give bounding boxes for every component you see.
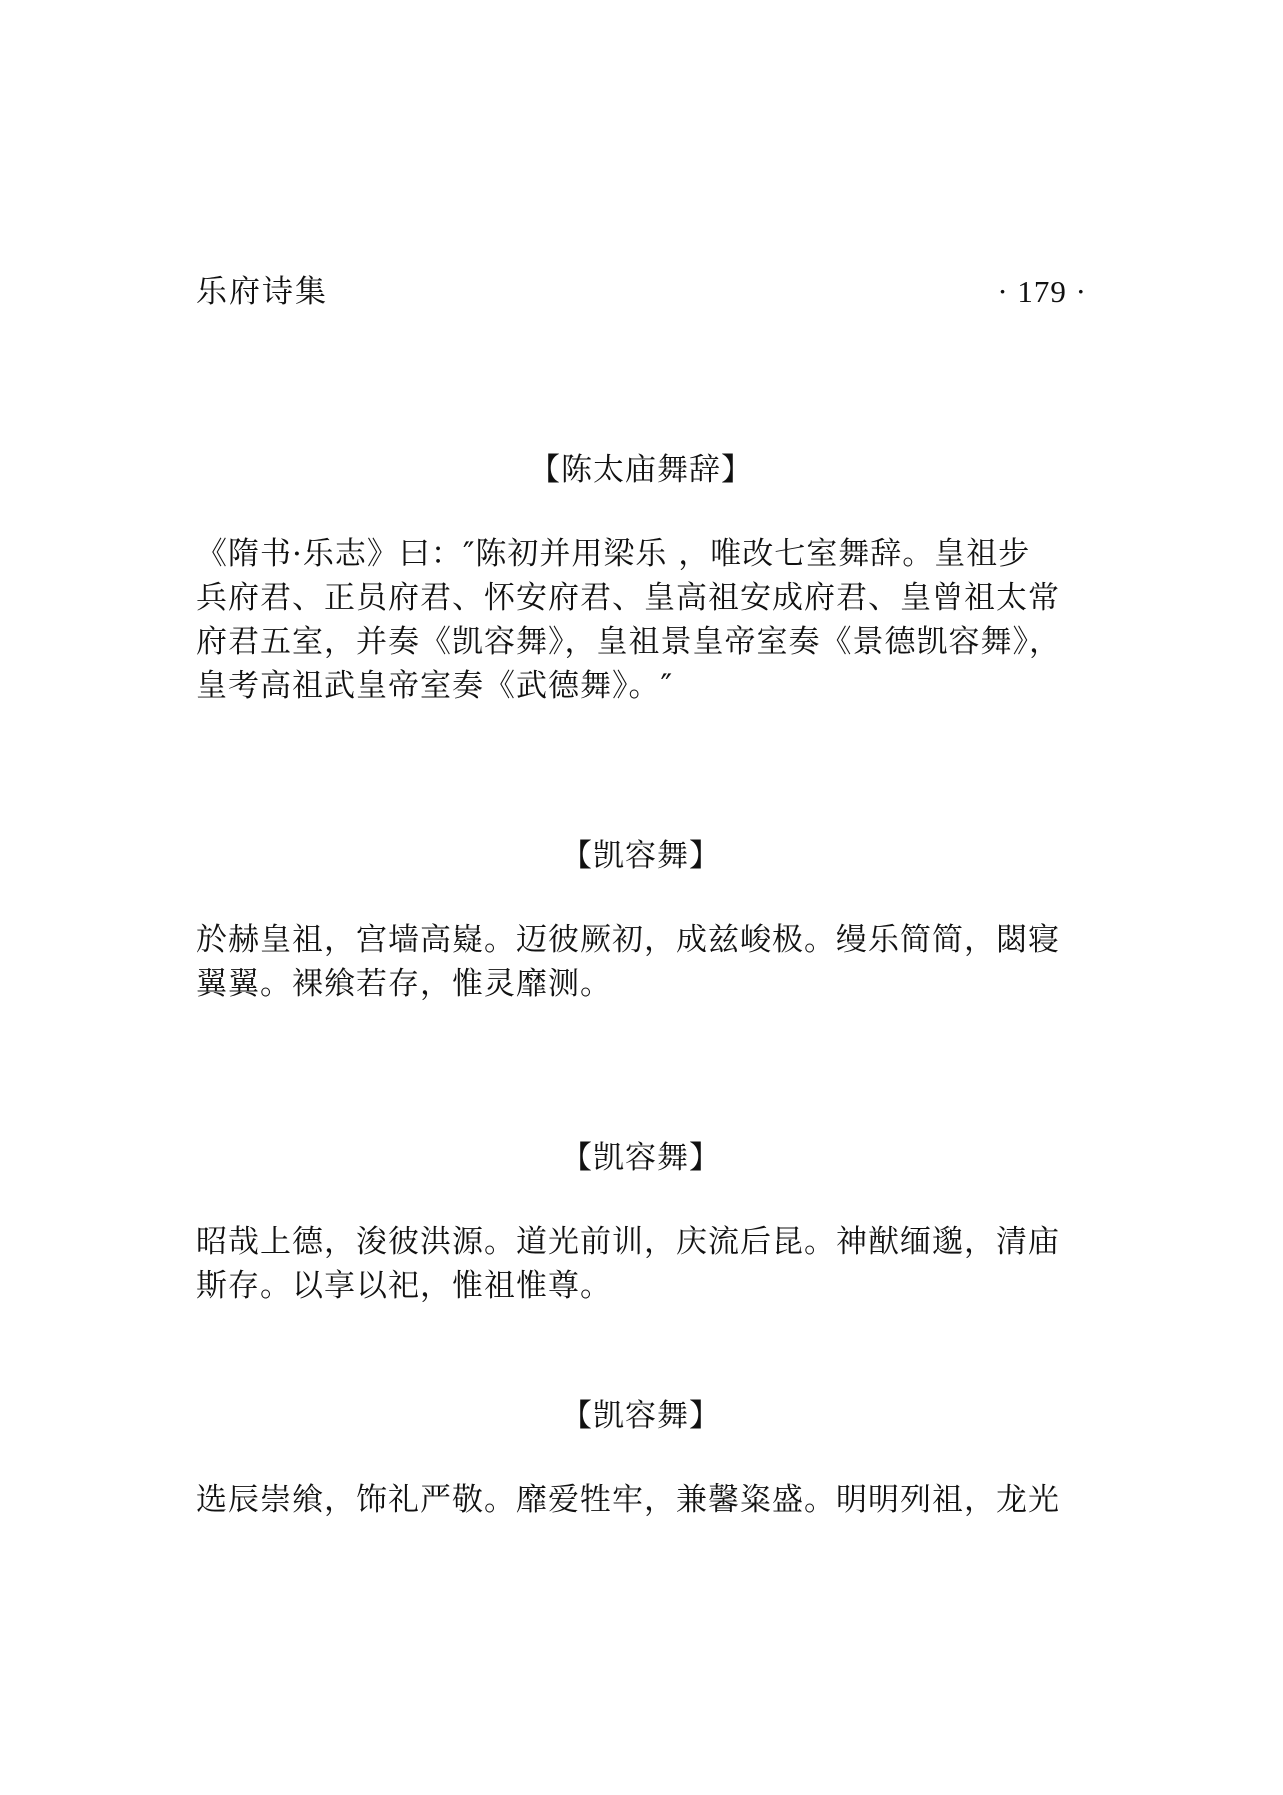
paragraph-line: 斯存。以享以祀，惟祖惟尊。 [196, 1268, 612, 1304]
page-number: · 179 · [997, 274, 1087, 309]
section-heading: 【陈太庙舞辞】 [529, 452, 753, 488]
paragraph-line: 选辰崇飨，饰礼严敬。靡爱牲牢，兼馨粢盛。明明列祖，龙光 [196, 1482, 1060, 1518]
paragraph-line: 翼翼。裸飨若存，惟灵靡测。 [196, 966, 612, 1002]
section-heading: 【凯容舞】 [561, 1398, 721, 1434]
paragraph-line: 兵府君、正员府君、怀安府君、皇高祖安成府君、皇曾祖太常 [196, 580, 1060, 616]
section-paragraph [196, 1478, 1096, 1522]
book-title: 乐府诗集 [196, 274, 328, 310]
section-heading: 【凯容舞】 [561, 1140, 721, 1176]
paragraph-line: 於赫皇祖，宫墙高嶷。迈彼厥初，成兹峻极。缦乐简简，閟寝 [196, 922, 1060, 958]
section-heading: 【凯容舞】 [561, 838, 721, 874]
paragraph-line: 《隋书·乐志》曰：″陈初并用梁乐 ，唯改七室舞辞。皇祖步 [196, 536, 1031, 572]
paragraph-line: 昭哉上德，浚彼洪源。道光前训，庆流后昆。神猷缅邈，清庙 [196, 1224, 1060, 1260]
paragraph-line: 府君五室，并奏《凯容舞》，皇祖景皇帝室奏《景德凯容舞》， [196, 624, 1061, 660]
paragraph-line: 皇考高祖武皇帝室奏《武德舞》。″ [196, 668, 674, 704]
section-paragraph [196, 532, 1096, 708]
running-header [196, 272, 1087, 312]
section-paragraph [196, 918, 1096, 1006]
section-paragraph [196, 1220, 1096, 1308]
